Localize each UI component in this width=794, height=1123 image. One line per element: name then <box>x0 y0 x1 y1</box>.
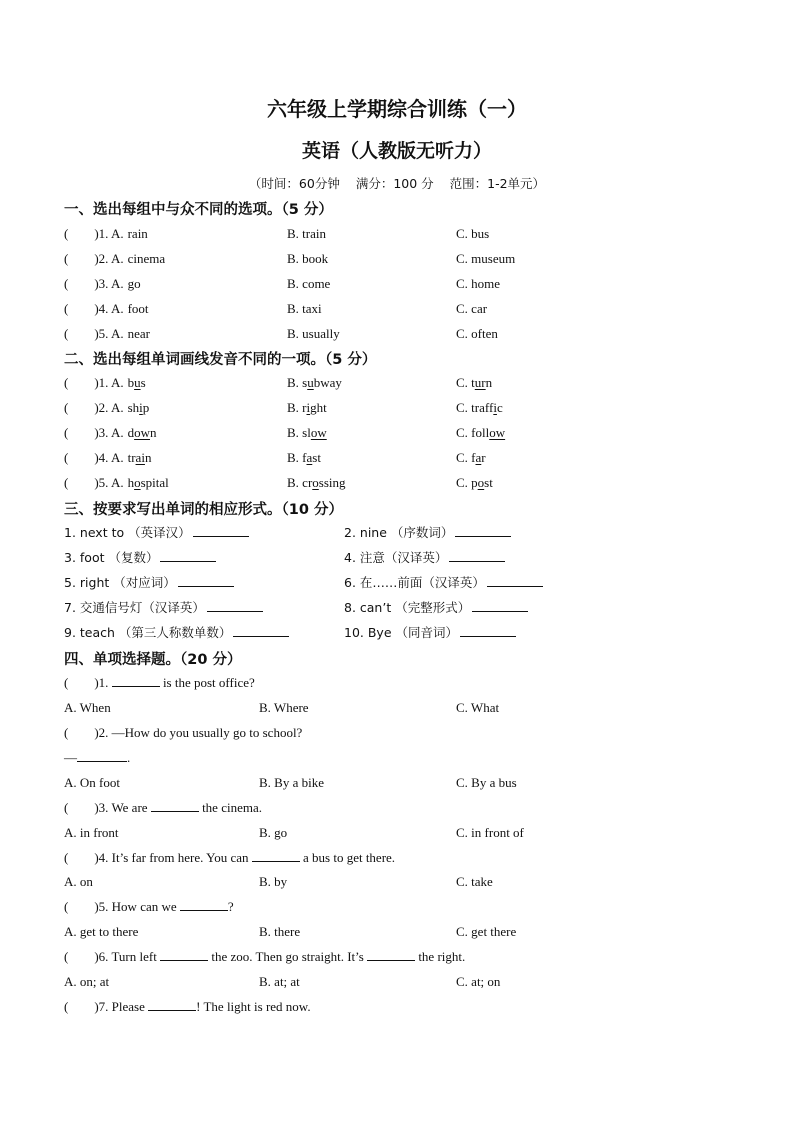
q3-option-b[interactable]: B. go <box>259 825 288 840</box>
exam-info <box>0 174 794 192</box>
option-a[interactable]: ship <box>127 400 150 415</box>
option-c[interactable]: C. follow <box>456 425 506 440</box>
sec3-question-left: 9. teach （第三人称数单数） <box>64 623 289 643</box>
option-c[interactable]: C. often <box>456 326 498 341</box>
answer-blank[interactable] <box>472 599 528 612</box>
option-a[interactable]: down <box>127 425 157 440</box>
option-a[interactable]: bus <box>127 375 146 390</box>
section-1-heading: 一、选出每组中与众不同的选项。（5 分） <box>64 202 333 218</box>
q1-option-a[interactable]: A. When <box>64 700 111 715</box>
question-7: ( )7. Please ! The light is red now. <box>64 999 311 1014</box>
option-c[interactable]: C. home <box>456 276 501 291</box>
q2-option-c[interactable]: C. By a bus <box>456 775 517 790</box>
sec1-question: ( )4. A. foot <box>64 301 149 316</box>
sec2-question: ( )5. A. hospital <box>64 475 169 490</box>
q4-option-c[interactable]: C. take <box>456 874 493 889</box>
sec3-question-left: 3. foot （复数） <box>64 548 216 568</box>
option-b[interactable]: B. crossing <box>287 475 346 490</box>
question-6: ( )6. Turn left the zoo. Then go straight. It’s the right. <box>64 949 466 964</box>
sec1-question: ( )2. A. cinema <box>64 251 166 266</box>
option-b[interactable]: B. fast <box>287 450 321 465</box>
option-b[interactable]: B. slow <box>287 425 327 440</box>
sec3-question-right: 6. 在……前面（汉译英） <box>344 573 543 593</box>
option-a[interactable]: hospital <box>127 475 169 490</box>
option-c[interactable]: C. bus <box>456 226 490 241</box>
q4-option-a[interactable]: A. on <box>64 874 93 889</box>
question-2: ( )2. —How do you usually go to school? <box>64 725 303 740</box>
question-2-answer-line: — . <box>64 750 131 765</box>
sec2-question: ( )3. A. down <box>64 425 157 440</box>
sec3-question-left: 1. next to （英译汉） <box>64 523 249 543</box>
question-1: ( )1. is the post office? <box>64 675 255 690</box>
answer-blank[interactable] <box>160 948 208 961</box>
option-a[interactable]: foot <box>127 301 149 316</box>
sec3-question-left: 5. right （对应词） <box>64 573 234 593</box>
q5-option-a[interactable]: A. get to there <box>64 924 139 939</box>
question-3: ( )3. We are the cinema. <box>64 800 262 815</box>
answer-blank[interactable] <box>455 524 511 537</box>
option-b[interactable]: B. right <box>287 400 327 415</box>
option-b[interactable]: B. train <box>287 226 326 241</box>
q6-option-b[interactable]: B. at; at <box>259 974 300 989</box>
answer-blank[interactable] <box>178 574 234 587</box>
sec1-question: ( )3. A. go <box>64 276 141 291</box>
option-b[interactable]: B. taxi <box>287 301 322 316</box>
q5-option-b[interactable]: B. there <box>259 924 301 939</box>
q2-option-a[interactable]: A. On foot <box>64 775 120 790</box>
option-b[interactable]: B. come <box>287 276 331 291</box>
q5-option-c[interactable]: C. get there <box>456 924 517 939</box>
answer-blank[interactable] <box>77 749 127 762</box>
sec3-question-right: 4. 注意（汉译英） <box>344 548 505 568</box>
answer-blank[interactable] <box>233 624 289 637</box>
option-b[interactable]: B. usually <box>287 326 340 341</box>
q6-option-a[interactable]: A. on; at <box>64 974 110 989</box>
exam-range: 范围：1-2单元） <box>449 176 546 191</box>
q1-option-b[interactable]: B. Where <box>259 700 309 715</box>
answer-blank[interactable] <box>160 549 216 562</box>
answer-blank[interactable] <box>151 799 199 812</box>
option-a[interactable]: near <box>127 326 150 341</box>
sec1-question: ( )1. A. rain <box>64 226 148 241</box>
q6-option-c[interactable]: C. at; on <box>456 974 501 989</box>
sec2-question: ( )4. A. train <box>64 450 152 465</box>
option-c[interactable]: C. turn <box>456 375 493 390</box>
sec1-question: ( )5. A. near <box>64 326 150 341</box>
option-c[interactable]: C. car <box>456 301 488 316</box>
answer-blank[interactable] <box>148 998 196 1011</box>
option-c[interactable]: C. museum <box>456 251 516 266</box>
answer-blank[interactable] <box>367 948 415 961</box>
section-2-heading: 二、选出每组单词画线发音不同的一项。（5 分） <box>64 352 377 368</box>
option-c[interactable]: C. post <box>456 475 493 490</box>
exam-time: （时间：60分钟 <box>248 176 340 191</box>
sec2-question: ( )1. A. bus <box>64 375 146 390</box>
q1-option-c[interactable]: C. What <box>456 700 500 715</box>
answer-blank[interactable] <box>449 549 505 562</box>
q4-option-b[interactable]: B. by <box>259 874 288 889</box>
option-a[interactable]: train <box>127 450 152 465</box>
sec2-question: ( )2. A. ship <box>64 400 150 415</box>
question-4: ( )4. It’s far from here. You can a bus to get there. <box>64 850 396 865</box>
answer-blank[interactable] <box>460 624 516 637</box>
answer-blank[interactable] <box>112 674 160 687</box>
q3-option-c[interactable]: C. in front of <box>456 825 524 840</box>
sec3-question-left: 7. 交通信号灯（汉译英） <box>64 598 263 618</box>
answer-blank[interactable] <box>252 849 300 862</box>
page-title: 六年级上学期综合训练（一） <box>267 97 527 121</box>
sec3-question-right: 8. can’t （完整形式） <box>344 598 528 618</box>
q3-option-a[interactable]: A. in front <box>64 825 119 840</box>
option-b[interactable]: B. subway <box>287 375 342 390</box>
section-3-heading: 三、按要求写出单词的相应形式。（10 分） <box>64 502 343 518</box>
option-a[interactable]: cinema <box>127 251 166 266</box>
option-c[interactable]: C. traffic <box>456 400 503 415</box>
q2-option-b[interactable]: B. By a bike <box>259 775 324 790</box>
question-5: ( )5. How can we ? <box>64 899 234 914</box>
option-a[interactable]: go <box>127 276 141 291</box>
option-c[interactable]: C. far <box>456 450 486 465</box>
sec3-question-right: 10. Bye （同音词） <box>344 623 516 643</box>
answer-blank[interactable] <box>487 574 543 587</box>
option-a[interactable]: rain <box>127 226 148 241</box>
page-subtitle: 英语（人教版无听力） <box>301 140 492 162</box>
answer-blank[interactable] <box>180 898 228 911</box>
sec3-question-right: 2. nine （序数词） <box>344 523 511 543</box>
exam-score: 满分：100 分 <box>355 176 434 191</box>
section-4-heading: 四、单项选择题。（20 分） <box>64 652 242 668</box>
answer-blank[interactable] <box>193 524 249 537</box>
answer-blank[interactable] <box>207 599 263 612</box>
option-b[interactable]: B. book <box>287 251 329 266</box>
